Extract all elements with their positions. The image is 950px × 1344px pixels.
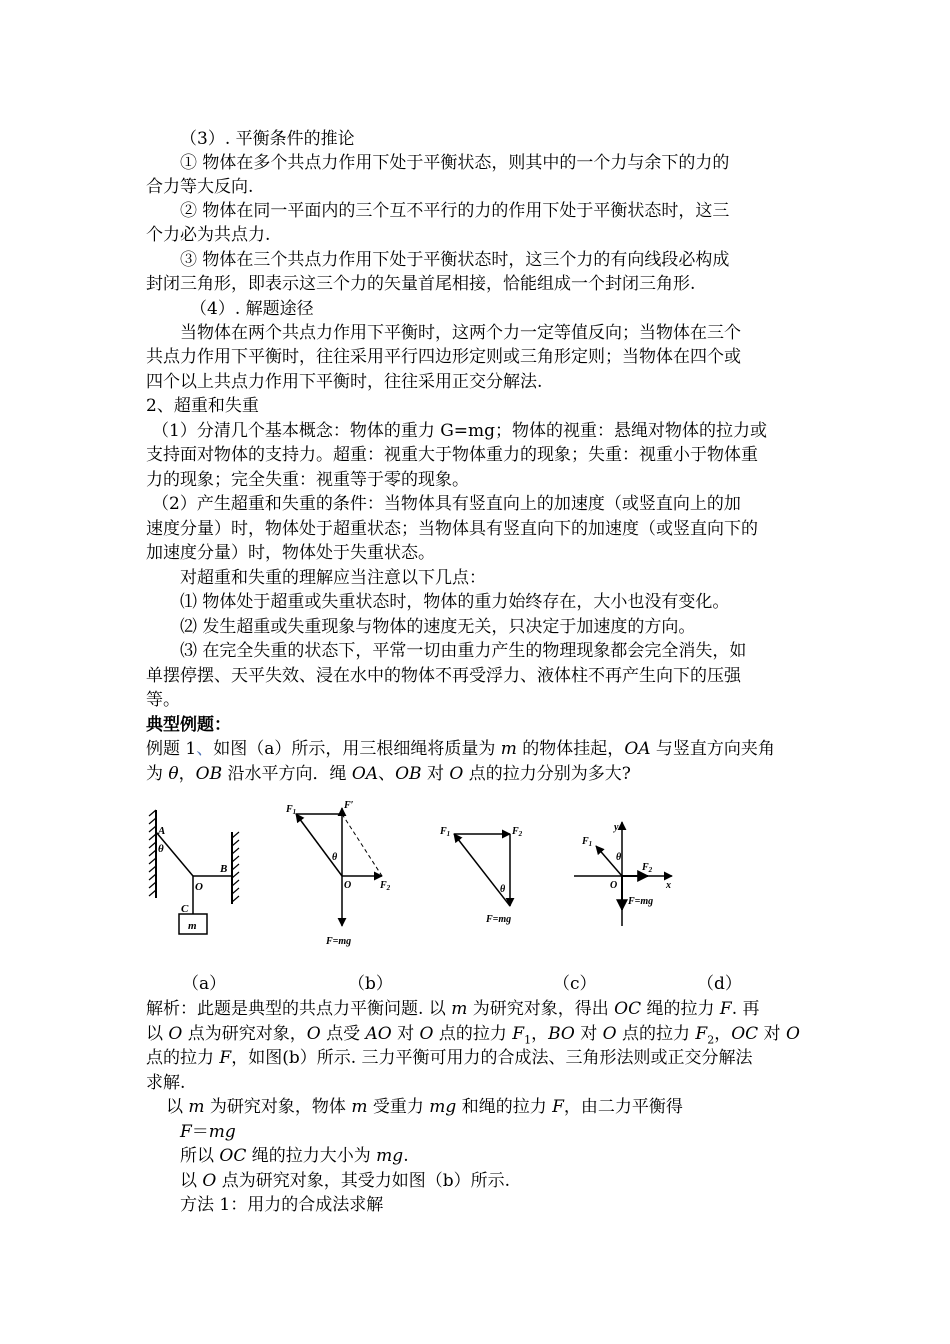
label-F1: $F_1$ xyxy=(440,826,451,838)
text-line: 支持面对物体的支持力。超重：视重大于物体重力的现象；失重：视重小于物体重 xyxy=(146,445,758,465)
text-line: 速度分量）时，物体处于超重状态；当物体具有竖直向下的加速度（或竖直向下的 xyxy=(146,519,758,539)
figure-b xyxy=(282,798,392,950)
text-line: 当物体在两个共点力作用下平衡时，这两个力一定等值反向；当物体在三个 xyxy=(180,323,741,343)
text-line: 封闭三角形，即表示这三个力的矢量首尾相接，恰能组成一个封闭三角形. xyxy=(146,274,696,294)
label-F2: $F_2$ xyxy=(512,826,523,838)
figure-c xyxy=(436,818,536,928)
text-line: ② 物体在同一平面内的三个互不平行的力的作用下处于平衡状态时，这三 xyxy=(180,201,730,221)
heading-3: （3）. 平衡条件的推论 xyxy=(180,129,355,149)
text-line: 合力等大反向. xyxy=(146,177,254,197)
label-x: x xyxy=(666,880,671,891)
text-line: 对超重和失重的理解应当注意以下几点： xyxy=(180,568,486,588)
label-O: O xyxy=(195,881,203,893)
label-B: B xyxy=(220,863,228,875)
label-y: y xyxy=(614,822,619,833)
figure-d xyxy=(572,818,692,954)
label-F-mg: F=mg xyxy=(326,936,352,947)
text-line: ⑵ 发生超重或失重现象与物体的速度无关，只决定于加速度的方向。 xyxy=(180,617,696,637)
label-F-mg: F=mg xyxy=(628,896,654,907)
text-line: 四个以上共点力作用下平衡时，往往采用正交分解法. xyxy=(146,372,543,392)
solution-line-7: 以 O 点为研究对象，其受力如图（b）所示. xyxy=(180,1171,511,1191)
text-line: ③ 物体在三个共点力作用下处于平衡状态时，这三个力的有向线段必构成 xyxy=(180,250,730,270)
text-line: ⑶ 在完全失重的状态下，平常一切由重力产生的物理现象都会完全消失，如 xyxy=(180,641,747,661)
label-F-mg: F=mg xyxy=(486,914,512,925)
text-line: 个力必为共点力. xyxy=(146,225,271,245)
label-O: O xyxy=(610,880,618,891)
label-theta: θ xyxy=(332,852,338,863)
solution-line-4: 求解. xyxy=(146,1073,186,1093)
figure-a xyxy=(148,808,244,944)
label-theta: θ xyxy=(158,843,164,855)
solution-line-3: 点的拉力 F，如图(b）所示. 三力平衡可用力的合成法、三角形法则或正交分解法 xyxy=(146,1048,753,1068)
solution-line-6: 所以 OC 绳的拉力大小为 mg. xyxy=(180,1146,409,1166)
text-line: 力的现象；完全失重：视重等于零的现象。 xyxy=(146,470,469,490)
equation-line: F＝mg xyxy=(180,1122,236,1142)
text-line: 单摆停摆、天平失效、浸在水中的物体不再受浮力、液体柱不再产生向下的压强 xyxy=(146,666,741,686)
label-A: A xyxy=(158,825,166,837)
label-F1: $F_1$ xyxy=(286,804,297,816)
label-O: O xyxy=(344,880,352,891)
caption-b: （b） xyxy=(348,974,393,994)
label-m: m xyxy=(188,920,197,932)
examples-heading: 典型例题： xyxy=(146,715,231,735)
text-line: 加速度分量）时，物体处于失重状态。 xyxy=(146,543,435,563)
label-F1: $F_1$ xyxy=(582,836,593,848)
example-1-line-1: 例题 1、如图（a）所示，用三根细绳将质量为 m 的物体挂起，OA 与竖直方向夹角 xyxy=(146,739,775,759)
caption-c: （c） xyxy=(553,974,597,994)
label-F2: $F_2$ xyxy=(642,862,653,874)
text-line: （2）产生超重和失重的条件：当物体具有竖直向上的加速度（或竖直向上的加 xyxy=(152,494,741,514)
caption-a: （a） xyxy=(182,974,227,994)
text-line: 等。 xyxy=(146,690,180,710)
label-F-prime: F′ xyxy=(344,800,354,811)
example-1-line-2: 为 θ，OB 沿水平方向．绳 OA、OB 对 O 点的拉力分别为多大? xyxy=(146,764,631,784)
solution-line-2: 以 O 点为研究对象，O 点受 AO 对 O 点的拉力 $F_1$，BO 对 O 点的拉力 $F_2$，OC 对 O xyxy=(146,1024,800,1047)
text-line: 共点力作用下平衡时，往往采用平行四边形定则或三角形定则；当物体在四个或 xyxy=(146,347,741,367)
method-1-heading: 方法 1：用力的合成法求解 xyxy=(180,1195,384,1215)
heading-4: （4）. 解题途径 xyxy=(190,299,314,319)
label-theta: θ xyxy=(616,852,622,863)
label-C: C xyxy=(181,903,189,915)
text-line: （1）分清几个基本概念：物体的重力 G=mg；物体的视重：悬绳对物体的拉力或 xyxy=(152,421,768,441)
solution-line-5: 以 m 为研究对象，物体 m 受重力 mg 和绳的拉力 F，由二力平衡得 xyxy=(166,1097,683,1117)
caption-d: （d） xyxy=(697,974,742,994)
label-theta: θ xyxy=(500,884,506,895)
section-heading: 2、超重和失重 xyxy=(146,396,259,416)
text-line: ① 物体在多个共点力作用下处于平衡状态，则其中的一个力与余下的力的 xyxy=(180,153,730,173)
label-F2: $F_2$ xyxy=(380,880,391,892)
solution-line-1: 解析：此题是典型的共点力平衡问题. 以 m 为研究对象，得出 OC 绳的拉力 F. 再 xyxy=(146,999,760,1019)
text-line: ⑴ 物体处于超重或失重状态时，物体的重力始终存在，大小也没有变化。 xyxy=(180,592,730,612)
